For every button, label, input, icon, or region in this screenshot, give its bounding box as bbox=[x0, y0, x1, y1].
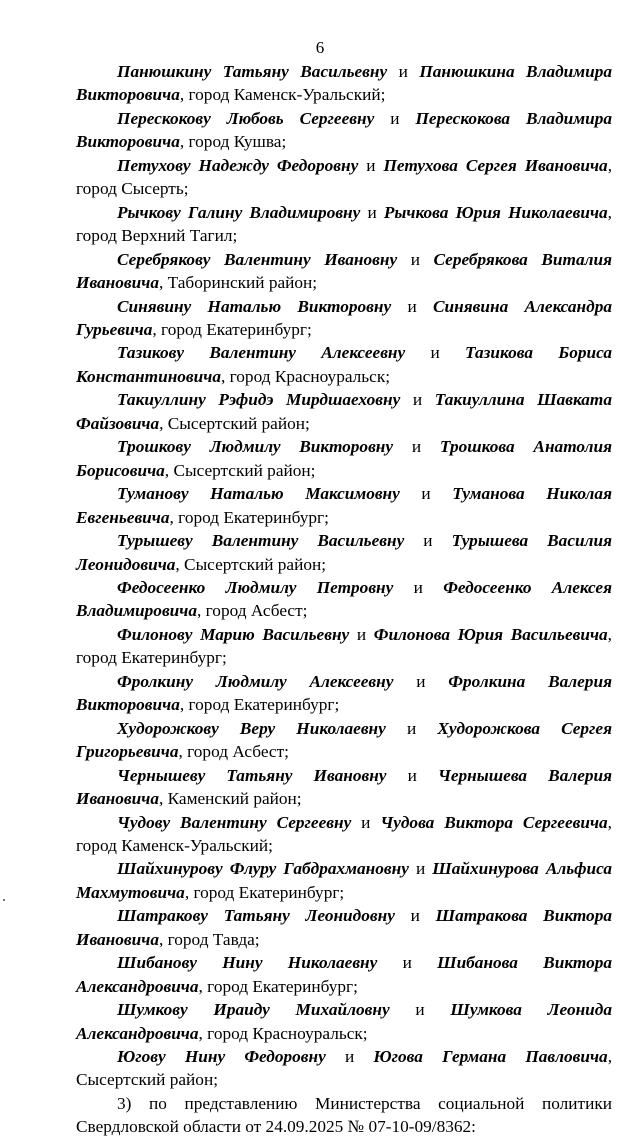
awardee-entry bbox=[76, 107, 612, 154]
awardee-entry bbox=[76, 670, 612, 717]
awardee-entry bbox=[76, 248, 612, 295]
place: , город Екатеринбург; bbox=[179, 695, 340, 715]
wife-name: Перескокову Любовь Сергеевну bbox=[117, 108, 375, 128]
awardee-list bbox=[76, 60, 612, 1092]
husband-name: Рычкова Юрия Николаевича bbox=[383, 202, 608, 222]
place: , Таборинский район; bbox=[158, 273, 318, 293]
wife-name: Панюшкину Татьяну Васильевну bbox=[117, 62, 388, 81]
page-number: 6 bbox=[315, 38, 325, 57]
awardee-entry bbox=[76, 811, 612, 858]
awardee-entry bbox=[76, 951, 612, 998]
place: , город Тавда; bbox=[158, 929, 260, 949]
scan-mark bbox=[3, 899, 5, 901]
husband-name: Панюшкина Владимира Викторовича bbox=[76, 62, 612, 105]
place: , город Верхний Тагил; bbox=[76, 202, 612, 246]
awardee-entry bbox=[76, 576, 612, 623]
awardee-entry bbox=[76, 341, 612, 388]
wife-name: Петухову Надежду Федоровну bbox=[117, 155, 359, 175]
wife-name: Шайхинурову Флуру Габдрахмановну bbox=[117, 859, 409, 879]
conjunction: и bbox=[344, 1047, 355, 1067]
awardee-entry bbox=[76, 529, 612, 576]
awardee-entry bbox=[76, 388, 612, 435]
wife-name: Чудову Валентину Сергеевну bbox=[117, 812, 352, 832]
husband-name: Шайхинурова Альфиса Махмутовича bbox=[76, 859, 613, 902]
husband-name: Шатракова Виктора Ивановича bbox=[76, 906, 612, 949]
wife-name: Фролкину Людмилу Алексеевну bbox=[117, 671, 394, 691]
conjunction: и bbox=[416, 671, 426, 691]
husband-name: Шумкова Леонида Александровича bbox=[76, 1000, 613, 1043]
husband-name: Чудова Виктора Сергеевича bbox=[380, 812, 608, 832]
awardee-entry bbox=[76, 60, 612, 107]
conjunction: и bbox=[407, 765, 417, 785]
conjunction: и bbox=[361, 812, 371, 832]
place: , Каменский район; bbox=[158, 789, 302, 809]
place: , город Каменск-Уральский; bbox=[179, 85, 386, 105]
husband-name: Туманова Николая Евгеньевича bbox=[76, 484, 612, 527]
husband-name: Тазикова Бориса Константиновича bbox=[76, 343, 612, 386]
conjunction: и bbox=[366, 155, 376, 175]
awardee-entry bbox=[76, 201, 612, 248]
husband-name: Филонова Юрия Васильевича bbox=[373, 624, 608, 644]
conjunction: и bbox=[430, 343, 440, 363]
husband-name: Фролкина Валерия Викторовича bbox=[76, 671, 612, 715]
husband-name: Югова Германа Павловича bbox=[373, 1047, 608, 1067]
document-body bbox=[76, 60, 612, 1139]
conjunction: и bbox=[413, 577, 423, 597]
conjunction: и bbox=[410, 906, 420, 926]
conjunction: и bbox=[415, 1000, 425, 1020]
husband-name: Серебрякова Виталия Ивановича bbox=[76, 249, 612, 293]
husband-name: Такиуллина Шавката Файзовича bbox=[76, 390, 612, 433]
conjunction: и bbox=[423, 531, 433, 551]
wife-name: Шумкову Ираиду Михайловну bbox=[117, 1000, 390, 1020]
closing-paragraph: 3) по представлению Министерства социальной политики Свердловской области от 24.09.2025 № 07-10-09/8362: bbox=[76, 1093, 612, 1137]
wife-name: Турышеву Валентину Васильевну bbox=[117, 531, 405, 551]
awardee-entry bbox=[76, 904, 612, 951]
conjunction: и bbox=[402, 953, 412, 973]
conjunction: и bbox=[398, 62, 408, 81]
conjunction: и bbox=[356, 624, 367, 644]
wife-name: Туманову Наталью Максимовну bbox=[117, 484, 400, 504]
conjunction: и bbox=[406, 718, 417, 738]
place: , город Красноуральск; bbox=[220, 366, 391, 386]
place: , Сысертский район; bbox=[76, 1047, 613, 1090]
place: , город Екатеринбург; bbox=[76, 624, 612, 668]
husband-name: Чернышева Валерия Ивановича bbox=[76, 765, 613, 809]
wife-name: Трошкову Людмилу Викторовну bbox=[117, 437, 394, 457]
wife-name: Серебрякову Валентину Ивановну bbox=[117, 249, 398, 269]
wife-name: Филонову Марию Васильевну bbox=[117, 624, 350, 644]
conjunction: и bbox=[415, 859, 426, 879]
conjunction: и bbox=[411, 437, 422, 457]
awardee-entry bbox=[76, 998, 612, 1045]
conjunction: и bbox=[421, 484, 431, 504]
place: , город Екатеринбург; bbox=[184, 882, 345, 902]
wife-name: Шатракову Татьяну Леонидовну bbox=[117, 906, 395, 926]
conjunction: и bbox=[407, 296, 417, 316]
conjunction: и bbox=[367, 202, 377, 222]
place: , город Екатеринбург; bbox=[198, 976, 358, 996]
awardee-entry bbox=[76, 154, 612, 201]
awardee-entry bbox=[76, 623, 612, 670]
husband-name: Петухова Сергея Ивановича bbox=[383, 155, 608, 175]
place: , город Каменск-Уральский; bbox=[76, 812, 612, 855]
wife-name: Такиуллину Рэфидэ Мирдшаеховну bbox=[117, 390, 401, 410]
husband-name: Трошкова Анатолия Борисовича bbox=[76, 437, 612, 480]
awardee-entry bbox=[76, 764, 612, 811]
conjunction: и bbox=[410, 249, 420, 269]
place: , город Кушва; bbox=[179, 132, 287, 152]
place: , Сысертский район; bbox=[175, 554, 327, 574]
conjunction: и bbox=[412, 390, 423, 410]
wife-name: Тазикову Валентину Алексеевну bbox=[117, 343, 406, 363]
awardee-entry bbox=[76, 482, 612, 529]
wife-name: Рычкову Галину Владимировну bbox=[117, 202, 361, 222]
awardee-entry bbox=[76, 295, 612, 342]
wife-name: Югову Нину Федоровну bbox=[117, 1047, 326, 1067]
place: , город Асбест; bbox=[197, 601, 308, 621]
awardee-entry bbox=[76, 1045, 612, 1092]
husband-name: Шибанова Виктора Александровича bbox=[76, 953, 612, 996]
husband-name: Федосеенко Алексея Владимировича bbox=[76, 577, 612, 621]
place: , город Сысерть; bbox=[76, 155, 613, 199]
wife-name: Чернышеву Татьяну Ивановну bbox=[117, 765, 387, 785]
awardee-entry bbox=[76, 435, 612, 482]
awardee-entry bbox=[76, 857, 612, 904]
wife-name: Шибанову Нину Николаевну bbox=[117, 953, 378, 973]
place: , город Екатеринбург; bbox=[169, 507, 329, 527]
place: , город Екатеринбург; bbox=[152, 319, 312, 339]
place: , город Асбест; bbox=[178, 742, 289, 762]
husband-name: Перескокова Владимира Викторовича bbox=[76, 108, 612, 152]
wife-name: Худорожкову Веру Николаевну bbox=[117, 718, 386, 738]
wife-name: Федосеенко Людмилу Петровну bbox=[117, 577, 394, 597]
wife-name: Синявину Наталью Викторовну bbox=[117, 296, 392, 316]
place: , Сысертский район; bbox=[159, 413, 310, 433]
awardee-entry bbox=[76, 717, 612, 764]
place: , город Красноуральск; bbox=[198, 1023, 368, 1043]
husband-name: Худорожкова Сергея Григорьевича bbox=[76, 718, 612, 762]
husband-name: Синявина Александра Гурьевича bbox=[76, 296, 612, 339]
conjunction: и bbox=[390, 108, 400, 128]
place: , Сысертский район; bbox=[164, 460, 316, 480]
husband-name: Турышева Василия Леонидовича bbox=[76, 531, 612, 574]
